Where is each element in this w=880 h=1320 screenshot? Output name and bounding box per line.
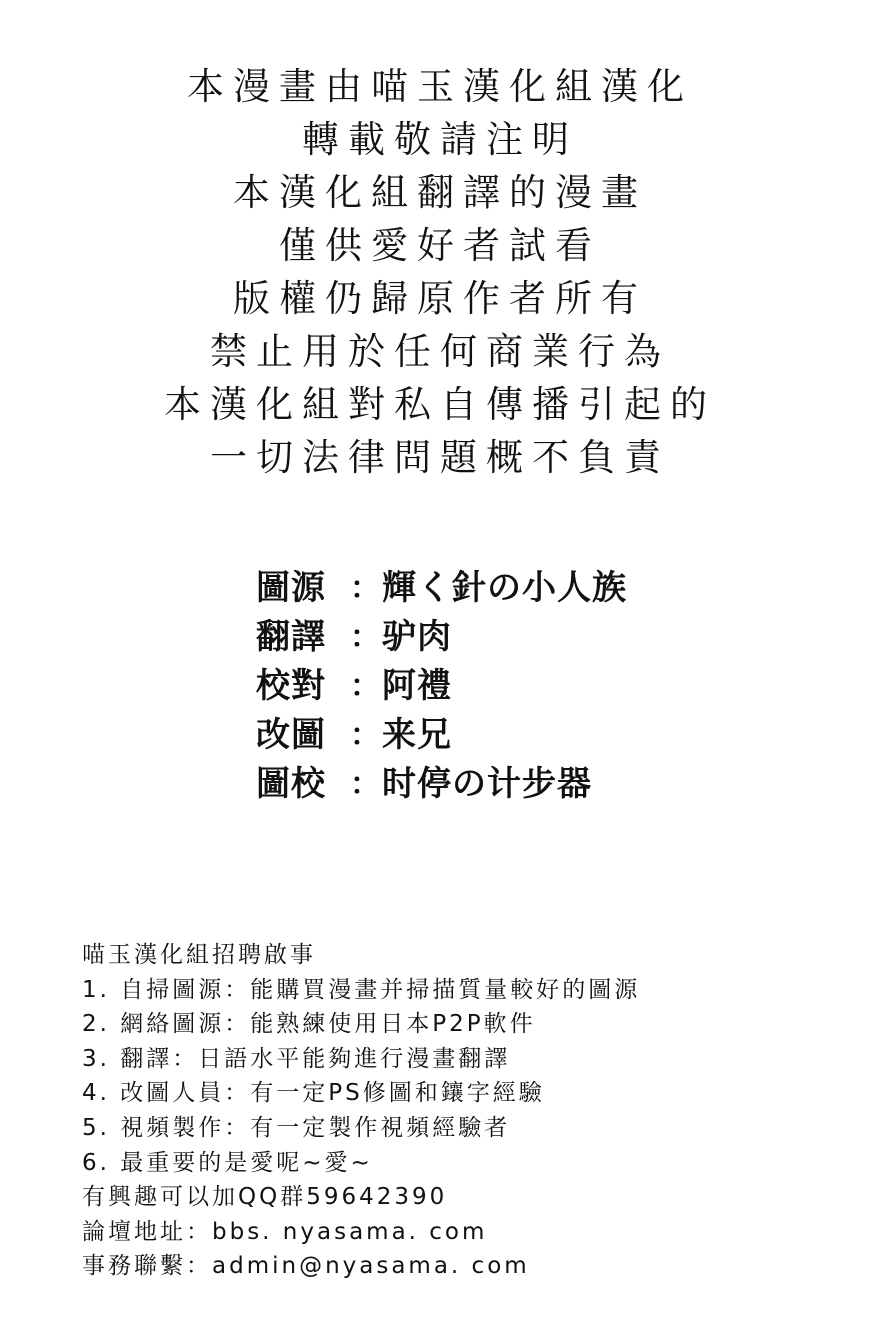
credit-separator: ： [350, 717, 380, 753]
credit-separator: ： [350, 619, 380, 655]
staff-credits [256, 560, 856, 805]
credit-value: 阿禮 [382, 666, 452, 706]
disclaimer-line: 本漢化組對私自傳播引起的 [164, 383, 716, 426]
contact-email-line: 事務聯繫：admin@nyasama. com [82, 1253, 530, 1280]
credit-label: 改圖 [256, 715, 326, 755]
credit-row-editing [256, 707, 856, 756]
credit-value: 輝く針の小人族 [382, 568, 627, 608]
credit-row-image-check [256, 756, 856, 805]
credit-row-source [256, 560, 856, 609]
credit-row-translation [256, 609, 856, 658]
credit-label: 翻譯 [256, 617, 326, 657]
credit-value: 驴肉 [382, 617, 452, 657]
disclaimer-block [0, 60, 880, 484]
credit-label: 圖源 [256, 568, 326, 608]
disclaimer-line: 僅供愛好者試看 [279, 224, 601, 267]
credit-label: 校對 [256, 666, 326, 706]
disclaimer-line: 一切法律問題概不負責 [210, 436, 670, 479]
recruitment-item: 1. 自掃圖源：能購買漫畫并掃描質量較好的圖源 [82, 976, 641, 1003]
recruitment-item: 5. 視頻製作：有一定製作視頻經驗者 [82, 1114, 511, 1141]
credit-label: 圖校 [256, 764, 326, 804]
recruitment-item: 4. 改圖人員：有一定PS修圖和鑲字經驗 [82, 1080, 545, 1107]
disclaimer-line: 禁止用於任何商業行為 [210, 330, 670, 373]
recruitment-item: 2. 網絡圖源：能熟練使用日本P2P軟件 [82, 1011, 536, 1038]
credit-separator: ： [350, 766, 380, 802]
recruitment-item: 3. 翻譯：日語水平能夠進行漫畫翻譯 [82, 1045, 511, 1072]
qq-group-line: 有興趣可以加QQ群59642390 [82, 1184, 448, 1211]
credit-value: 时停の计步器 [382, 764, 592, 804]
disclaimer-line: 本漫畫由喵玉漢化組漢化 [187, 65, 693, 108]
credit-separator: ： [350, 570, 380, 606]
recruitment-title: 喵玉漢化組招聘啟事 [82, 942, 316, 968]
forum-address-line: 論壇地址：bbs. nyasama. com [82, 1218, 488, 1245]
credit-row-proofreading [256, 658, 856, 707]
credit-value: 来兄 [382, 715, 452, 755]
recruitment-item: 6. 最重要的是愛呢~愛~ [82, 1149, 373, 1176]
disclaimer-line: 轉載敬請注明 [302, 118, 578, 161]
recruitment-notice [82, 938, 862, 1284]
disclaimer-line: 本漢化組翻譯的漫畫 [233, 171, 647, 214]
disclaimer-line: 版權仍歸原作者所有 [233, 277, 647, 320]
credit-separator: ： [350, 668, 380, 704]
